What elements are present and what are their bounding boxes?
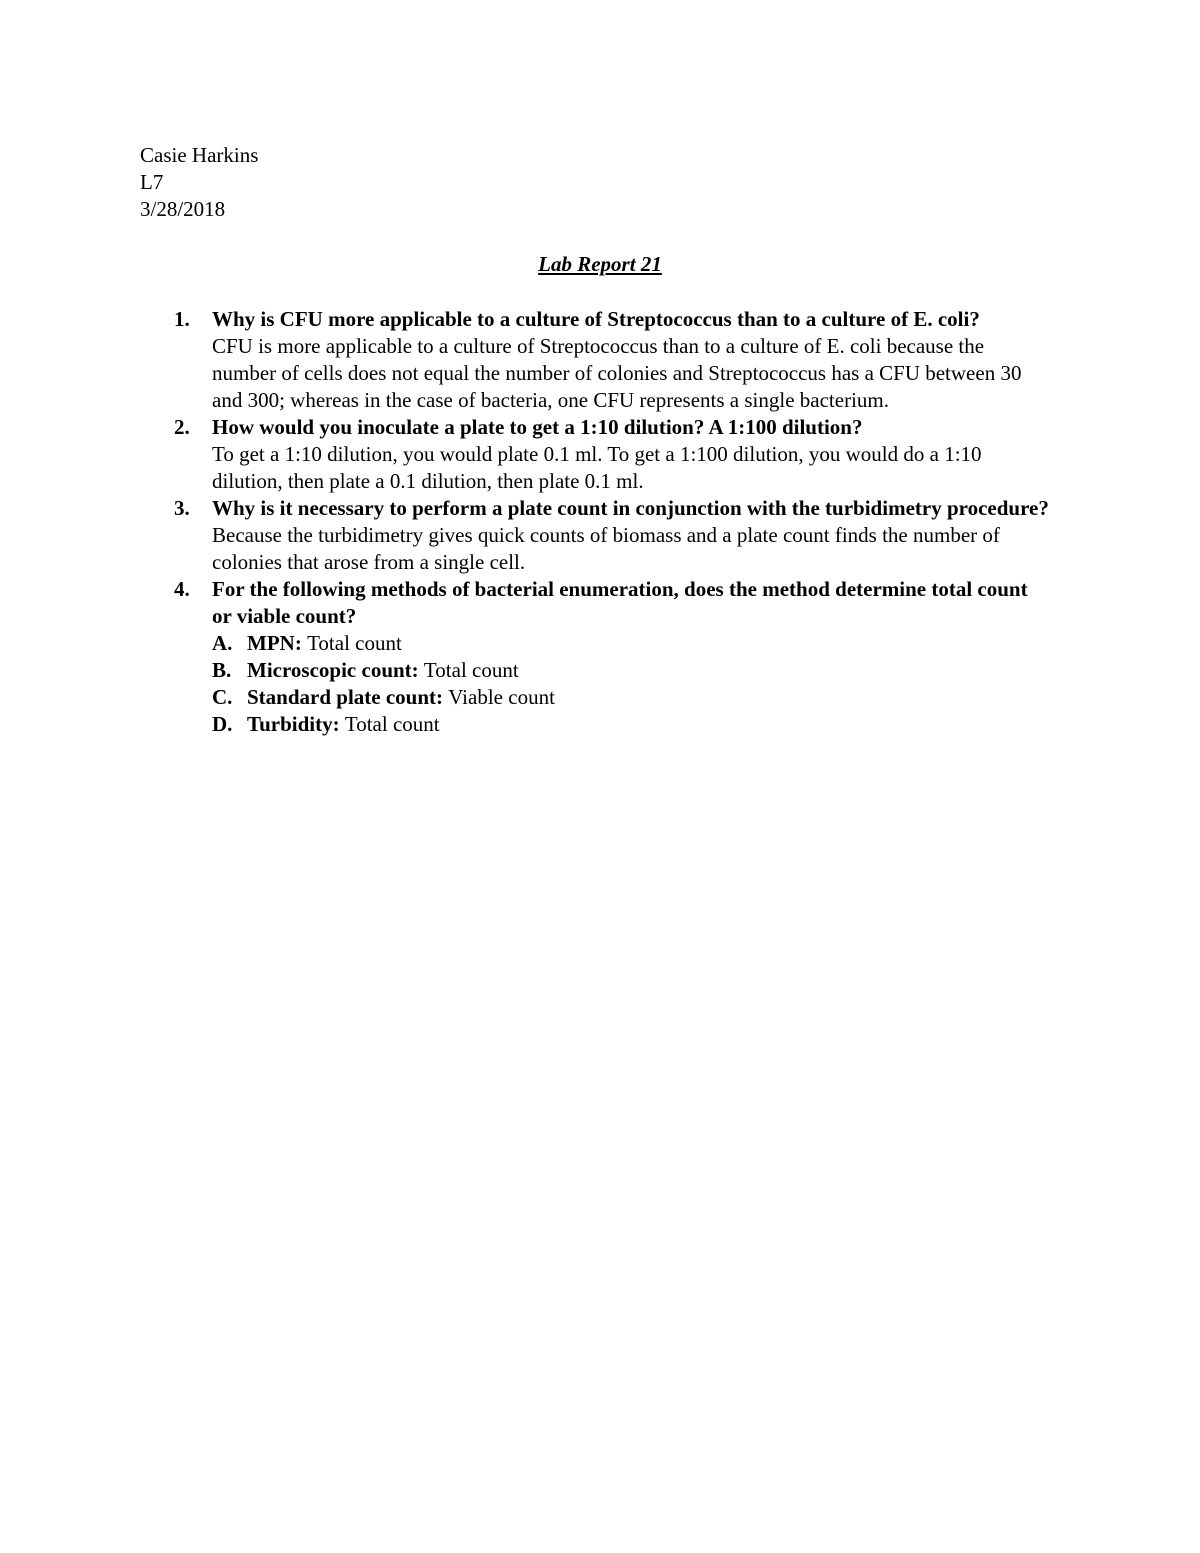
method-value: Total count [307,631,402,655]
question-text: Why is it necessary to perform a plate count in conjunction with the turbidimetry procedure? [212,496,1049,520]
question-number: 1. [174,307,190,331]
document-title: Lab Report 21 [538,252,662,276]
method-item [212,657,1050,684]
method-term: Turbidity: [247,712,345,736]
question-item [140,495,1050,576]
method-letter: C. [212,685,233,709]
question-number: 3. [174,496,190,520]
question-item [140,414,1050,495]
report-date: 3/28/2018 [140,197,226,221]
answer-text: To get a 1:10 dilution, you would plate 0.1 ml. To get a 1:100 dilution, you would do a 1:10 dilution, then plate a 0.1 dilution, then plate 0.1 ml. [212,442,982,493]
answer-text: Because the turbidimetry gives quick counts of biomass and a plate count finds the number of colonies that arose from a single cell. [212,523,1000,574]
question-item [140,306,1050,414]
question-text: How would you inoculate a plate to get a 1:10 dilution? A 1:100 dilution? [212,415,863,439]
method-term: Microscopic count: [247,658,424,682]
method-letter: D. [212,712,233,736]
method-letter: B. [212,658,232,682]
question-list [140,306,1050,738]
method-value: Viable count [448,685,555,709]
question-number: 2. [174,415,190,439]
question-text: Why is CFU more applicable to a culture of Streptococcus than to a culture of E. coli? [212,307,980,331]
question-text: For the following methods of bacterial enumeration, does the method determine total count or viable count? [212,577,1028,628]
method-value: Total count [344,712,440,736]
method-item [212,684,1050,711]
method-letter: A. [212,631,233,655]
answer-text: CFU is more applicable to a culture of Streptococcus than to a culture of E. coli because the number of cells does not equal the number of colonies and Streptococcus has a CFU between 30 and 300; whereas in the case of bacteria, one CFU represents a single bacterium. [212,334,1022,412]
method-term: MPN: [247,631,308,655]
question-number: 4. [174,577,190,601]
method-value: Total count [423,658,519,682]
question-item [140,576,1050,738]
author-name: Casie Harkins [140,143,259,167]
method-list [212,630,1050,738]
method-term: Standard plate count: [247,685,449,709]
method-item [212,711,1050,738]
header-block [140,142,258,223]
section-label: L7 [140,170,164,194]
method-item [212,630,1050,657]
